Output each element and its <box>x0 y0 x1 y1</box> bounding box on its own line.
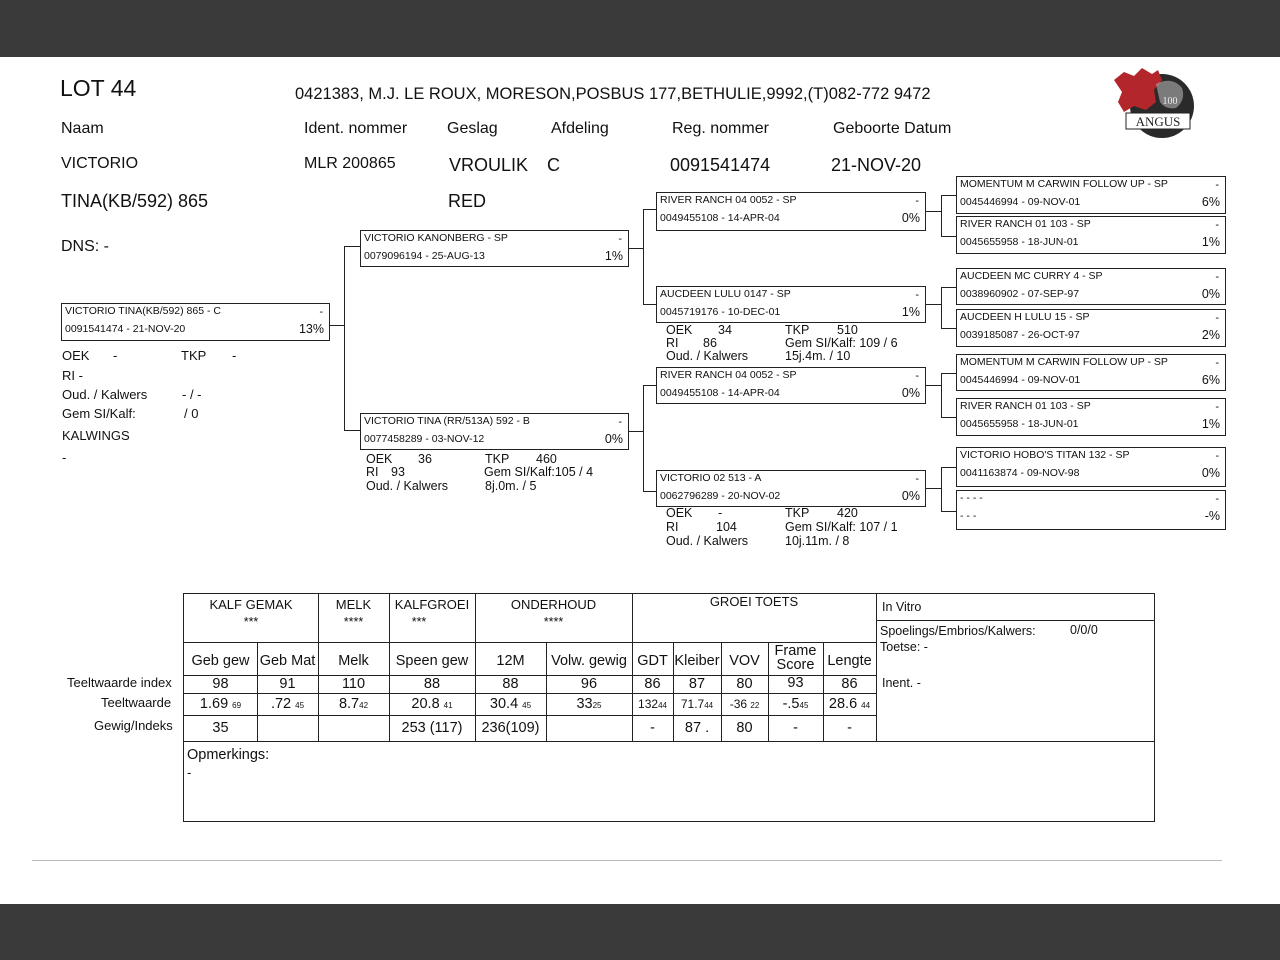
pedigree-dash: - <box>1215 357 1219 369</box>
dd-oud-label: Oud. / Kalwers <box>666 534 748 548</box>
connector <box>629 431 644 432</box>
cell-ebv: .72 45 <box>270 696 305 712</box>
animal-name-1: VICTORIO <box>61 155 139 172</box>
pedigree-name: - - - - <box>960 492 983 504</box>
sd-oek-label: OEK <box>666 323 693 337</box>
pedigree-pct: 1% <box>604 249 623 263</box>
col-geb-mat: Geb Mat <box>259 653 316 669</box>
pedigree-name: MOMENTUM M CARWIN FOLLOW UP - SP <box>960 356 1168 368</box>
label-reg: Reg. nommer <box>672 120 769 137</box>
pedigree-dash: - <box>1215 312 1219 324</box>
col-speen-gew: Speen gew <box>395 653 469 669</box>
connector <box>643 385 656 386</box>
cell-weight: - <box>793 720 798 736</box>
connector <box>926 385 941 386</box>
cell-index: 86 <box>841 676 858 692</box>
pedigree-reg: 0045446994 - 09-NOV-01 <box>960 196 1081 208</box>
connector <box>941 467 942 512</box>
pedigree-dash: - <box>1215 271 1219 283</box>
pedigree-dam-sire <box>656 367 926 404</box>
pedigree-dash: - <box>618 416 622 428</box>
pedigree-pct: -% <box>1204 509 1220 523</box>
pedigree-reg: 0049455108 - 14-APR-04 <box>660 212 780 224</box>
connector <box>941 287 956 288</box>
label-geboorte: Geboorte Datum <box>833 120 952 137</box>
cell-index: 88 <box>423 676 441 692</box>
pedigree-name: VICTORIO KANONBERG - SP <box>364 232 508 244</box>
sd-tkp-value: 510 <box>837 323 858 337</box>
remarks-value: - <box>187 765 192 780</box>
pedigree-dash: - <box>1215 493 1219 505</box>
pedigree-ggp <box>956 268 1226 305</box>
remarks-label: Opmerkings: <box>187 747 270 763</box>
pedigree-sire-dam <box>656 286 926 323</box>
connector <box>344 246 345 431</box>
pedigree-dash: - <box>618 233 622 245</box>
subject-gem-label: Gem SI/Kalf: <box>62 406 136 421</box>
pedigree-reg: 0038960902 - 07-SEP-97 <box>960 288 1080 300</box>
dam-tkp-label: TKP <box>485 452 510 466</box>
pedigree-name: RIVER RANCH 04 0052 - SP <box>660 194 797 206</box>
cell-ebv: 30.4 45 <box>489 696 532 712</box>
pedigree-dash: - <box>1215 219 1219 231</box>
pedigree-name: VICTORIO TINA (RR/513A) 592 - B <box>364 415 530 427</box>
toetse: Toetse: - <box>880 640 928 654</box>
dam-gem: Gem SI/Kalf:105 / 4 <box>484 465 594 479</box>
pedigree-reg: 0079096194 - 25-AUG-13 <box>364 250 485 262</box>
dd-oek-label: OEK <box>666 506 693 520</box>
subject-oek-value: - <box>113 348 118 363</box>
invitro-label: In Vitro <box>882 600 922 614</box>
animal-geslag: VROULIK <box>449 155 529 175</box>
sd-oud-value: 15j.4m. / 10 <box>785 349 851 363</box>
stars-kalfgroei: *** <box>411 615 427 629</box>
pedigree-dam <box>360 413 629 450</box>
dd-tkp-value: 420 <box>837 506 858 520</box>
connector <box>344 246 360 247</box>
col-melk: Melk <box>338 653 369 669</box>
pedigree-name: RIVER RANCH 01 103 - SP <box>960 218 1091 230</box>
cell-index: 86 <box>644 676 661 692</box>
inent: Inent. - <box>882 676 921 690</box>
pedigree-pct: 1% <box>901 305 920 319</box>
group-melk: MELK <box>335 597 372 612</box>
pedigree-pct: 0% <box>604 432 623 446</box>
cell-ebv: -36 22 <box>729 697 760 711</box>
pedigree-name: MOMENTUM M CARWIN FOLLOW UP - SP <box>960 178 1168 190</box>
pedigree-pct: 0% <box>1201 287 1220 301</box>
pedigree-name: AUCDEEN LULU 0147 - SP <box>660 288 791 300</box>
pedigree-name: RIVER RANCH 04 0052 - SP <box>660 369 797 381</box>
cell-index: 98 <box>212 676 229 692</box>
pedigree-reg: 0049455108 - 14-APR-04 <box>660 387 780 399</box>
breeder-info: 0421383, M.J. LE ROUX, MORESON,POSBUS 177,BETHULIE,9992,(T)082-772 9472 <box>295 85 931 103</box>
animal-name-2: TINA(KB/592) 865 <box>61 191 209 211</box>
cell-ebv: 8.742 <box>338 696 369 712</box>
pedigree-reg: 0039185087 - 26-OCT-97 <box>960 329 1080 341</box>
dam-tkp-value: 460 <box>536 452 557 466</box>
connector <box>330 325 345 326</box>
pedigree-pct: 0% <box>901 489 920 503</box>
col-vov: VOV <box>729 653 760 669</box>
connector <box>344 430 360 431</box>
cell-weight: 87 . <box>684 720 710 736</box>
pedigree-reg: 0045655958 - 18-JUN-01 <box>960 418 1079 430</box>
connector <box>941 373 942 418</box>
connector <box>643 491 656 492</box>
dd-oud-value: 10j.11m. / 8 <box>785 534 850 548</box>
cell-ebv: 71.744 <box>680 697 714 711</box>
dd-tkp-label: TKP <box>785 506 810 520</box>
sd-tkp-label: TKP <box>785 323 810 337</box>
dns: DNS: - <box>61 238 109 255</box>
pedigree-pct: 0% <box>901 386 920 400</box>
pedigree-pct: 1% <box>1201 235 1220 249</box>
col-volw-gewig: Volw. gewig <box>551 653 627 669</box>
logo-badge: 100 <box>1162 96 1178 107</box>
dd-gem: Gem SI/Kalf: 107 / 1 <box>785 520 898 534</box>
pedigree-dash: - <box>1215 450 1219 462</box>
subject-oud-value: - / - <box>182 387 202 402</box>
pedigree-reg: 0045655958 - 18-JUN-01 <box>960 236 1079 248</box>
pedigree-dash: - <box>915 473 919 485</box>
cell-index: 87 <box>688 676 706 692</box>
dam-oud-value: 8j.0m. / 5 <box>485 479 537 493</box>
connector <box>941 511 956 512</box>
col-12m: 12M <box>496 653 525 669</box>
dd-oek-value: - <box>718 506 723 520</box>
pedigree-reg: 0045446994 - 09-NOV-01 <box>960 374 1081 386</box>
row-label-index: Teeltwaarde index <box>67 675 172 690</box>
pedigree-ggp <box>956 490 1226 530</box>
cell-ebv: -.545 <box>782 696 809 712</box>
logo-text: ANGUS <box>1135 114 1181 129</box>
bottom-bar <box>0 904 1280 960</box>
animal-kleur: RED <box>448 191 487 211</box>
kalwings-value: - <box>62 450 67 465</box>
cell-index: 88 <box>502 676 519 692</box>
cell-ebv: 3325 <box>576 696 602 712</box>
cell-weight: 236(109) <box>481 720 540 736</box>
pedigree-ggp <box>956 354 1226 391</box>
dam-ri-value: 93 <box>391 465 405 479</box>
connector <box>643 209 644 305</box>
pedigree-reg: 0045719176 - 10-DEC-01 <box>660 306 781 318</box>
pedigree-name: RIVER RANCH 01 103 - SP <box>960 400 1091 412</box>
animal-reg: 0091541474 <box>670 155 771 175</box>
connector <box>941 328 956 329</box>
performance-table <box>183 593 1155 822</box>
stars-kalf-gemak: *** <box>243 615 259 629</box>
pedigree-dam-dam <box>656 470 926 507</box>
pedigree-dash: - <box>1215 179 1219 191</box>
divider <box>32 860 1222 861</box>
subject-ri: RI - <box>62 368 83 383</box>
subject-oek-label: OEK <box>62 348 90 363</box>
group-kalf-gemak: KALF GEMAK <box>209 597 293 612</box>
animal-dob: 21-NOV-20 <box>831 155 922 175</box>
group-groei-toets: GROEI TOETS <box>709 594 799 609</box>
pedigree-pct: 1% <box>1201 417 1220 431</box>
pedigree-pct: 13% <box>298 322 324 336</box>
group-kalfgroei: KALFGROEI <box>394 597 470 612</box>
pedigree-name: AUCDEEN MC CURRY 4 - SP <box>960 270 1103 282</box>
sd-ri-value: 86 <box>703 336 717 350</box>
pedigree-reg: 0041163874 - 09-NOV-98 <box>960 467 1080 479</box>
subject-tkp-value: - <box>232 348 237 363</box>
connector <box>629 248 644 249</box>
pedigree-name: VICTORIO HOBO'S TITAN 132 - SP <box>960 449 1130 461</box>
cell-weight: 80 <box>736 720 753 736</box>
pedigree-pct: 2% <box>1201 328 1220 342</box>
pedigree-sire <box>360 230 629 267</box>
top-bar <box>0 0 1280 57</box>
animal-afdeling: C <box>547 155 560 175</box>
sd-oek-value: 34 <box>718 323 732 337</box>
col-geb-gew: Geb gew <box>191 653 250 669</box>
pedigree-reg: 0077458289 - 03-NOV-12 <box>364 433 485 445</box>
stars-melk: **** <box>343 615 364 629</box>
label-naam: Naam <box>61 120 104 137</box>
connector <box>941 467 956 468</box>
cell-index: 80 <box>736 676 753 692</box>
row-label-weight: Gewig/Indeks <box>94 718 173 733</box>
group-onderhoud: ONDERHOUD <box>510 597 597 612</box>
dam-oek-value: 36 <box>418 452 432 466</box>
connector <box>643 304 656 305</box>
cell-ebv: 13244 <box>638 697 667 711</box>
col-frame-score: Frame Score <box>774 643 817 673</box>
pedigree-pct: 0% <box>1201 466 1220 480</box>
cell-index: 93 <box>787 675 804 691</box>
sd-gem: Gem SI/Kalf: 109 / 6 <box>785 336 898 350</box>
connector <box>941 373 956 374</box>
cell-index: 110 <box>341 676 366 692</box>
connector <box>643 209 656 210</box>
connector <box>941 195 942 237</box>
pedigree-dash: - <box>319 306 323 318</box>
spoelings-label: Spoelings/Embrios/Kalwers: <box>880 624 1036 638</box>
pedigree-ggp <box>956 447 1226 487</box>
pedigree-ggp <box>956 176 1226 214</box>
connector <box>941 417 956 418</box>
pedigree-dash: - <box>915 370 919 382</box>
connector <box>643 385 644 492</box>
col-lengte: Lengte <box>827 653 872 669</box>
pedigree-name: AUCDEEN H LULU 15 - SP <box>960 311 1090 323</box>
lot-number: LOT 44 <box>60 75 137 101</box>
connector <box>926 304 941 305</box>
cell-ebv: 20.8 41 <box>411 696 453 712</box>
cell-ebv: 1.69 69 <box>199 696 242 712</box>
pedigree-name: VICTORIO 02 513 - A <box>660 472 762 484</box>
cell-weight: 253 (117) <box>401 720 463 736</box>
cell-index: 91 <box>279 676 296 692</box>
subject-oud-label: Oud. / Kalwers <box>62 387 148 402</box>
connector <box>941 287 942 329</box>
cell-ebv: 28.6 44 <box>828 696 871 712</box>
cell-weight: - <box>847 720 852 736</box>
angus-logo <box>1112 66 1196 144</box>
dam-oud-label: Oud. / Kalwers <box>366 479 448 493</box>
connector <box>926 211 941 212</box>
pedigree-dash: - <box>915 289 919 301</box>
pedigree-ggp <box>956 309 1226 347</box>
dam-ri-label: RI <box>366 465 379 479</box>
connector <box>941 195 956 196</box>
col-gdt: GDT <box>637 653 668 669</box>
stars-onderhoud: **** <box>543 615 564 629</box>
pedigree-sire-sire <box>656 192 926 231</box>
pedigree-reg: 0062796289 - 20-NOV-02 <box>660 490 781 502</box>
subject-gem-value: / 0 <box>184 406 199 421</box>
animal-ident: MLR 200865 <box>304 155 396 172</box>
row-label-ebv: Teeltwaarde <box>101 695 172 710</box>
dam-oek-label: OEK <box>366 452 393 466</box>
sd-oud-label: Oud. / Kalwers <box>666 349 748 363</box>
connector <box>926 488 941 489</box>
connector <box>941 236 956 237</box>
pedigree-reg: 0091541474 - 21-NOV-20 <box>65 323 186 335</box>
sd-ri-label: RI <box>666 336 679 350</box>
pedigree-ggp <box>956 398 1226 436</box>
label-ident: Ident. nommer <box>304 120 408 137</box>
pedigree-ggp <box>956 216 1226 254</box>
pedigree-pct: 6% <box>1201 373 1220 387</box>
dd-ri-label: RI <box>666 520 679 534</box>
pedigree-pct: 6% <box>1201 195 1220 209</box>
pedigree-dash: - <box>1215 401 1219 413</box>
col-kleiber: Kleiber <box>674 653 720 669</box>
pedigree-pct: 0% <box>901 211 920 225</box>
pedigree-dash: - <box>915 195 919 207</box>
label-geslag: Geslag <box>447 120 498 137</box>
cell-weight: 35 <box>212 720 229 736</box>
dd-ri-value: 104 <box>716 520 737 534</box>
pedigree-subject <box>61 303 330 341</box>
cell-weight: - <box>650 720 655 736</box>
label-afdeling: Afdeling <box>551 120 609 137</box>
pedigree-reg: - - - <box>960 510 977 522</box>
pedigree-name: VICTORIO TINA(KB/592) 865 - C <box>65 305 221 317</box>
subject-tkp-label: TKP <box>181 348 207 363</box>
spoelings-value: 0/0/0 <box>1070 623 1098 637</box>
kalwings-label: KALWINGS <box>62 428 130 443</box>
cell-index: 96 <box>580 676 598 692</box>
